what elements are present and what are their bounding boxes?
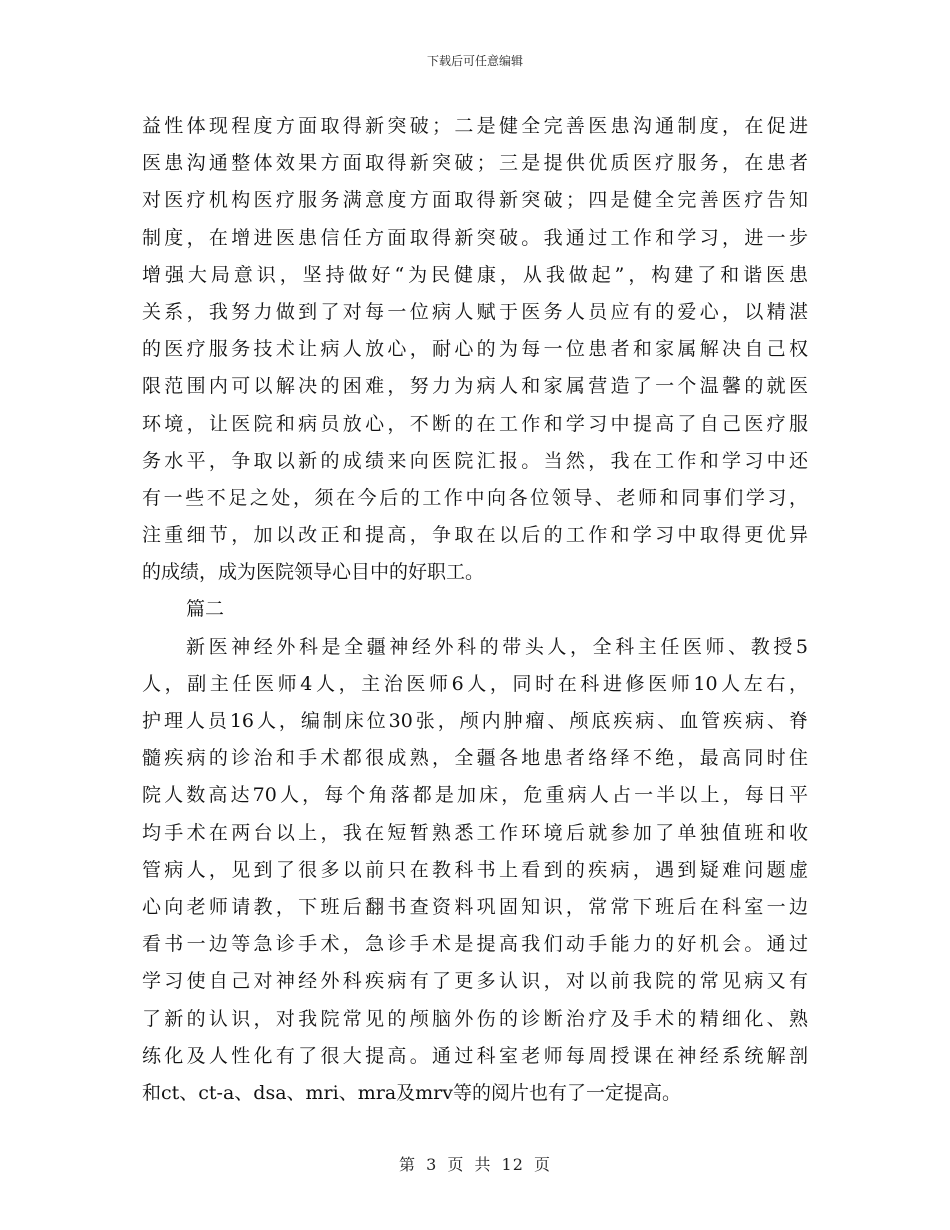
- text-line: 均手术在两台以上，我在短暂熟悉工作环境后就参加了单独值班和收: [142, 821, 808, 844]
- text-line: 益性体现程度方面取得新突破；二是健全完善医患沟通制度，在促进: [142, 115, 808, 137]
- text-line: 限范围内可以解决的困难，努力为病人和家属营造了一个温馨的就医: [142, 375, 808, 398]
- text-line: 的成绩，成为医院领导心目中的好职工。: [142, 561, 485, 584]
- text-line: 增强大局意识，坚持做好“为民健康，从我做起”，构建了和谐医患: [142, 263, 808, 286]
- text-line: 了新的认识，对我院常见的颅脑外伤的诊断治疗及手术的精细化、熟: [142, 1007, 808, 1030]
- text-line: 学习使自己对神经外科疾病有了更多认识，对以前我院的常见病又有: [142, 970, 808, 993]
- text-line: 新医神经外科是全疆神经外科的带头人，全科主任医师、教授5: [186, 635, 808, 658]
- text-line: 看书一边等急诊手术，急诊手术是提高我们动手能力的好机会。通过: [142, 933, 808, 956]
- text-line: 关系，我努力做到了对每一位病人赋于医务人员应有的爱心，以精湛: [142, 300, 808, 323]
- page-header-note: 下载后可任意编辑: [426, 54, 523, 68]
- text-line: 护理人员16人，编制床位30张，颅内肿瘤、颅底疾病、血管疾病、脊: [142, 710, 808, 732]
- text-line: 练化及人性化有了很大提高。通过科室老师每周授课在神经系统解剖: [142, 1044, 808, 1067]
- text-line: 髓疾病的诊治和手术都很成熟，全疆各地患者络绎不绝，最高同时住: [142, 747, 808, 770]
- text-line: 的医疗服务技术让病人放心，耐心的为每一位患者和家属解决自己权: [142, 338, 808, 361]
- text-line: 注重细节，加以改正和提高，争取在以后的工作和学习中取得更优异: [142, 524, 808, 547]
- text-line: 制度，在增进医患信任方面取得新突破。我通过工作和学习，进一步: [142, 226, 808, 249]
- section-heading: 篇二: [186, 598, 225, 621]
- text-line: 务水平，争取以新的成绩来向医院汇报。当然，我在工作和学习中还: [142, 449, 808, 472]
- text-line: 对医疗机构医疗服务满意度方面取得新突破；四是健全完善医疗告知: [142, 189, 808, 212]
- text-line: 管病人，见到了很多以前只在教科书上看到的疾病，遇到疑难问题虚: [142, 858, 808, 881]
- document-body: [142, 108, 808, 1112]
- text-line: 有一些不足之处，须在今后的工作中向各位领导、老师和同事们学习，: [142, 486, 808, 509]
- text-line: 院人数高达70人，每个角落都是加床，危重病人占一半以上，每日平: [142, 784, 808, 807]
- text-line: 医患沟通整体效果方面取得新突破；三是提供优质医疗服务，在患者: [142, 152, 808, 175]
- text-line: 环境，让医院和病员放心，不断的在工作和学习中提高了自己医疗服: [142, 412, 808, 435]
- text-line: 人，副主任医师4人，主治医师6人，同时在科进修医师10人左右，: [142, 672, 808, 695]
- text-line: 心向老师请教，下班后翻书查资料巩固知识，常常下班后在科室一边: [142, 895, 808, 918]
- text-line: 和ct、ct-a、dsa、mri、mra及mrv等的阅片也有了一定提高。: [142, 1081, 681, 1104]
- page-number-footer: 第 3 页 共 12 页: [399, 1155, 551, 1174]
